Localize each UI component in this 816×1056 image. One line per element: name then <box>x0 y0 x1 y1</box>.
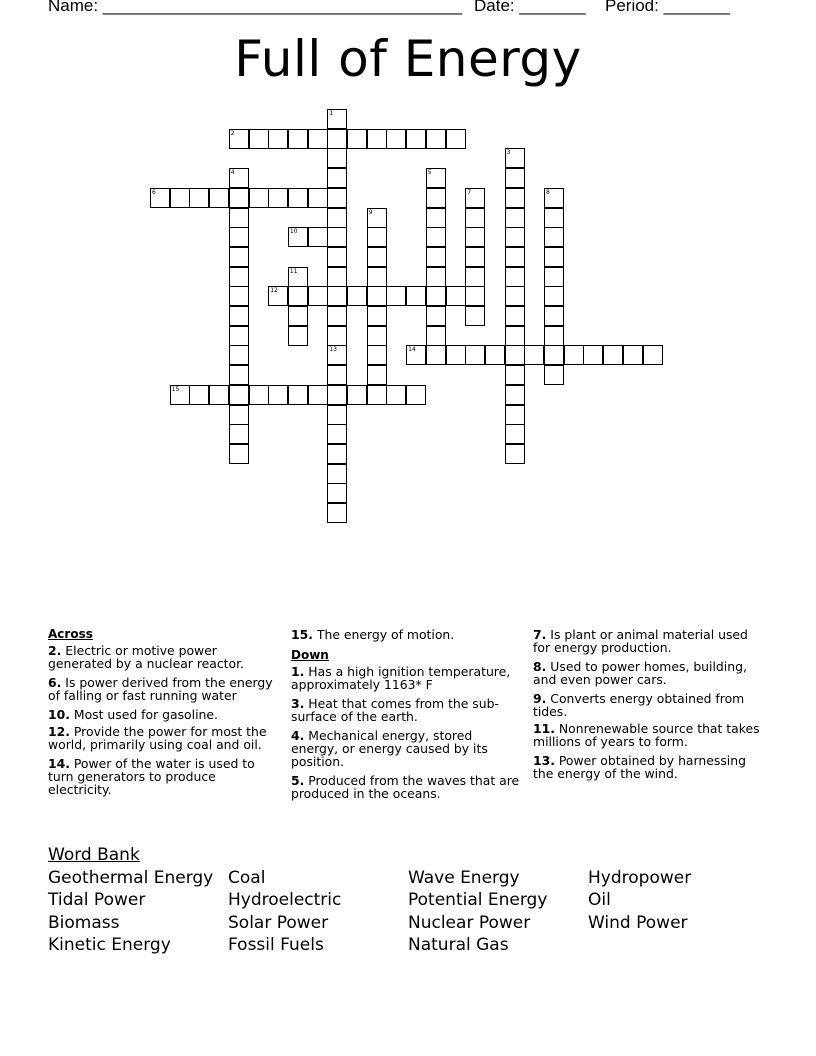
crossword-cell[interactable] <box>446 286 466 306</box>
clue-down-5: 5. Produced from the waves that are produced in the oceans. <box>291 773 520 801</box>
crossword-cell[interactable] <box>367 286 387 306</box>
date-field[interactable]: Date: _______ <box>474 0 586 15</box>
crossword-cell[interactable] <box>308 286 328 306</box>
crossword-cell[interactable] <box>505 267 525 287</box>
word-bank-item: Hydropower <box>588 868 692 888</box>
crossword-cell[interactable] <box>367 345 387 365</box>
crossword-cell[interactable] <box>308 129 328 149</box>
clue-number: 7 <box>467 188 472 196</box>
crossword-cell[interactable] <box>229 444 249 464</box>
word-bank-item: Potential Energy <box>408 890 548 910</box>
crossword-cell[interactable] <box>465 286 485 306</box>
crossword-cell[interactable] <box>544 247 564 267</box>
crossword-cell[interactable] <box>446 345 466 365</box>
crossword-cell[interactable] <box>209 188 229 208</box>
crossword-cell[interactable] <box>426 227 446 247</box>
crossword-cell[interactable] <box>426 188 446 208</box>
clues-column-2 <box>291 628 521 806</box>
clues-column-1 <box>48 628 278 802</box>
crossword-cell[interactable] <box>524 345 544 365</box>
crossword-cell[interactable] <box>367 129 387 149</box>
crossword-cell[interactable] <box>544 286 564 306</box>
crossword-cell[interactable] <box>505 365 525 385</box>
clue-number: 12 <box>270 287 278 295</box>
crossword-cell[interactable] <box>327 208 347 228</box>
crossword-cell[interactable] <box>367 227 387 247</box>
crossword-cell[interactable] <box>189 385 209 405</box>
crossword-cell[interactable] <box>505 247 525 267</box>
crossword-cell[interactable] <box>465 208 485 228</box>
clue-down-13: 13. Power obtained by harnessing the energy of the wind. <box>533 753 746 781</box>
crossword-cell[interactable] <box>288 267 308 287</box>
crossword-cell[interactable] <box>288 306 308 326</box>
crossword-cell[interactable] <box>249 385 269 405</box>
clue-number: 6 <box>152 188 156 196</box>
clue-down-1: 1. Has a high ignition temperature, approximately 1163* F <box>291 664 511 692</box>
crossword-cell[interactable] <box>505 405 525 425</box>
clue-down-8: 8. Used to power homes, building, and even power cars. <box>533 659 747 687</box>
crossword-cell[interactable] <box>347 129 367 149</box>
crossword-cell[interactable] <box>465 247 485 267</box>
crossword-cell[interactable] <box>327 148 347 168</box>
crossword-cell[interactable] <box>347 385 367 405</box>
word-bank-item: Geothermal Energy <box>48 868 214 888</box>
crossword-cell[interactable] <box>406 286 426 306</box>
crossword-cell[interactable] <box>229 424 249 444</box>
name-field[interactable]: Name: ______________________________________ <box>48 0 463 15</box>
clue-number: 5 <box>427 169 432 177</box>
word-bank-item: Wind Power <box>588 913 688 933</box>
clue-across-15: 15. The energy of motion. <box>291 627 455 642</box>
crossword-cell[interactable] <box>623 345 643 365</box>
crossword-cell[interactable] <box>229 365 249 385</box>
crossword-cell[interactable] <box>603 345 623 365</box>
crossword-cell[interactable] <box>229 326 249 346</box>
crossword-cell[interactable] <box>505 424 525 444</box>
crossword-cell[interactable] <box>446 129 466 149</box>
crossword-cell[interactable] <box>643 345 663 365</box>
crossword-cell[interactable] <box>367 365 387 385</box>
crossword-cell[interactable] <box>367 208 387 228</box>
crossword-cell[interactable] <box>327 483 347 503</box>
crossword-cell[interactable] <box>170 188 190 208</box>
crossword-cell[interactable] <box>229 405 249 425</box>
crossword-cell[interactable] <box>426 326 446 346</box>
crossword-cell[interactable] <box>505 444 525 464</box>
down-heading: Down <box>291 648 329 662</box>
crossword-cell[interactable] <box>308 227 328 247</box>
crossword-cell[interactable] <box>367 247 387 267</box>
crossword-cell[interactable] <box>249 129 269 149</box>
crossword-cell[interactable] <box>268 385 288 405</box>
crossword-cell[interactable] <box>327 286 347 306</box>
clue-down-7: 7. Is plant or animal material used for energy production. <box>533 627 748 655</box>
crossword-cell[interactable] <box>367 306 387 326</box>
crossword-cell[interactable] <box>465 188 485 208</box>
clue-down-9: 9. Converts energy obtained from tides. <box>533 691 745 719</box>
word-bank-title: Word Bank <box>48 845 140 865</box>
across-heading: Across <box>48 627 93 641</box>
crossword-cell[interactable] <box>426 286 446 306</box>
crossword-cell[interactable] <box>406 129 426 149</box>
crossword-cell[interactable] <box>229 286 249 306</box>
clue-number: 4 <box>230 169 235 177</box>
crossword-cell[interactable] <box>505 188 525 208</box>
crossword-cell[interactable] <box>386 129 406 149</box>
word-bank-item: Kinetic Energy <box>48 935 171 955</box>
crossword-cell[interactable] <box>229 227 249 247</box>
crossword-cell[interactable] <box>288 286 308 306</box>
crossword-cell[interactable] <box>327 444 347 464</box>
crossword-cell[interactable] <box>505 168 525 188</box>
word-bank-item: Hydroelectric <box>228 890 342 910</box>
crossword-cell[interactable] <box>465 267 485 287</box>
word-bank-item: Nuclear Power <box>408 913 531 933</box>
crossword-cell[interactable] <box>327 424 347 444</box>
crossword-cell[interactable] <box>288 227 308 247</box>
crossword-cell[interactable] <box>209 385 229 405</box>
clue-across-12: 12. Provide the power for most the world, primarily using coal and oil. <box>48 724 267 752</box>
crossword-cell[interactable] <box>505 326 525 346</box>
crossword-cell[interactable] <box>386 286 406 306</box>
crossword-cell[interactable] <box>367 267 387 287</box>
crossword-cell[interactable] <box>426 247 446 267</box>
crossword-cell[interactable] <box>150 188 170 208</box>
crossword-cell[interactable] <box>327 129 347 149</box>
crossword-cell[interactable] <box>505 345 525 365</box>
word-bank-item: Fossil Fuels <box>228 935 324 955</box>
clues-column-3 <box>533 628 768 786</box>
clue-number: 15 <box>171 385 180 393</box>
crossword-cell[interactable] <box>327 365 347 385</box>
crossword-cell[interactable] <box>465 227 485 247</box>
word-bank-item: Tidal Power <box>48 890 146 910</box>
clue-number: 1 <box>329 110 334 117</box>
crossword-cell[interactable] <box>229 129 249 149</box>
crossword-cell[interactable] <box>327 188 347 208</box>
clue-number: 9 <box>368 208 373 216</box>
word-bank-item: Natural Gas <box>408 935 509 955</box>
crossword-cell[interactable] <box>544 267 564 287</box>
word-bank-item: Oil <box>588 890 611 910</box>
crossword-cell[interactable] <box>426 345 446 365</box>
clue-number: 2 <box>230 129 235 137</box>
crossword-cell[interactable] <box>229 247 249 267</box>
crossword-cell[interactable] <box>426 208 446 228</box>
crossword-cell[interactable] <box>327 503 347 523</box>
crossword-cell[interactable] <box>288 326 308 346</box>
period-field[interactable]: Period: _______ <box>605 0 730 15</box>
word-bank-item: Biomass <box>48 913 120 933</box>
crossword-cell[interactable] <box>327 247 347 267</box>
clue-number: 13 <box>329 346 337 354</box>
crossword-cell[interactable] <box>485 345 505 365</box>
crossword-cell[interactable] <box>327 326 347 346</box>
clue-across-2: 2. Electric or motive power generated by a nuclear reactor. <box>48 643 244 671</box>
crossword-cell[interactable] <box>544 326 564 346</box>
crossword-cell[interactable] <box>229 306 249 326</box>
crossword-cell[interactable] <box>327 405 347 425</box>
crossword-cell[interactable] <box>170 385 190 405</box>
crossword-cell[interactable] <box>268 286 288 306</box>
crossword-cell[interactable] <box>327 345 347 365</box>
crossword-cell[interactable] <box>327 464 347 484</box>
crossword-cell[interactable] <box>505 385 525 405</box>
crossword-cell[interactable] <box>426 168 446 188</box>
clue-across-14: 14. Power of the water is used to turn generators to produce electricity. <box>48 756 255 797</box>
crossword-cell[interactable] <box>327 227 347 247</box>
crossword-cell[interactable] <box>249 188 269 208</box>
crossword-cell[interactable] <box>288 385 308 405</box>
clue-across-10: 10. Most used for gasoline. <box>48 707 218 722</box>
crossword-cell[interactable] <box>564 345 584 365</box>
crossword-cell[interactable] <box>288 129 308 149</box>
crossword-cell[interactable] <box>544 306 564 326</box>
crossword-cell[interactable] <box>505 306 525 326</box>
crossword-cell[interactable] <box>288 188 308 208</box>
crossword-cell[interactable] <box>327 385 347 405</box>
clue-down-3: 3. Heat that comes from the sub-surface of the earth. <box>291 696 499 724</box>
crossword-cell[interactable] <box>406 385 426 405</box>
crossword-cell[interactable] <box>347 286 367 306</box>
crossword-cell[interactable] <box>327 109 347 129</box>
clue-down-4: 4. Mechanical energy, stored energy, or energy caused by its position. <box>291 728 488 769</box>
clue-number: 14 <box>408 346 416 354</box>
crossword-cell[interactable] <box>465 306 485 326</box>
clue-number: 10 <box>289 228 298 236</box>
crossword-cell[interactable] <box>544 227 564 247</box>
crossword-cell[interactable] <box>505 286 525 306</box>
crossword-cell[interactable] <box>327 306 347 326</box>
crossword-cell[interactable] <box>229 267 249 287</box>
crossword-cell[interactable] <box>327 168 347 188</box>
crossword-cell[interactable] <box>426 267 446 287</box>
crossword-cell[interactable] <box>544 208 564 228</box>
crossword-cell[interactable] <box>544 365 564 385</box>
crossword-cell[interactable] <box>327 267 347 287</box>
page-title: Full of Energy <box>234 30 582 88</box>
crossword-cell[interactable] <box>308 385 328 405</box>
crossword-cell[interactable] <box>268 129 288 149</box>
crossword-cell[interactable] <box>505 227 525 247</box>
clue-number: 8 <box>546 188 550 196</box>
clue-number: 3 <box>506 149 511 157</box>
crossword-cell[interactable] <box>583 345 603 365</box>
word-bank-item: Wave Energy <box>408 868 520 888</box>
crossword-cell[interactable] <box>189 188 209 208</box>
crossword-cell[interactable] <box>229 345 249 365</box>
word-bank-item: Solar Power <box>228 913 329 933</box>
crossword-cell[interactable] <box>505 148 525 168</box>
crossword-cell[interactable] <box>426 129 446 149</box>
crossword-cell[interactable] <box>426 306 446 326</box>
word-bank-item: Coal <box>228 868 266 888</box>
crossword-cell[interactable] <box>367 385 387 405</box>
crossword-cell[interactable] <box>406 345 426 365</box>
crossword-cell[interactable] <box>544 345 564 365</box>
crossword-cell[interactable] <box>229 385 249 405</box>
crossword-cell[interactable] <box>229 188 249 208</box>
crossword-cell[interactable] <box>367 326 387 346</box>
crossword-cell[interactable] <box>268 188 288 208</box>
crossword-cell[interactable] <box>229 168 249 188</box>
clue-number: 11 <box>289 267 298 275</box>
crossword-cell[interactable] <box>505 208 525 228</box>
crossword-cell[interactable] <box>386 385 406 405</box>
clue-down-11: 11. Nonrenewable source that takes millions of years to form. <box>533 721 760 749</box>
crossword-cell[interactable] <box>465 345 485 365</box>
clue-across-6: 6. Is power derived from the energy of falling or fast running water <box>48 675 273 703</box>
crossword-cell[interactable] <box>308 188 328 208</box>
crossword-cell[interactable] <box>544 188 564 208</box>
crossword-cell[interactable] <box>229 208 249 228</box>
